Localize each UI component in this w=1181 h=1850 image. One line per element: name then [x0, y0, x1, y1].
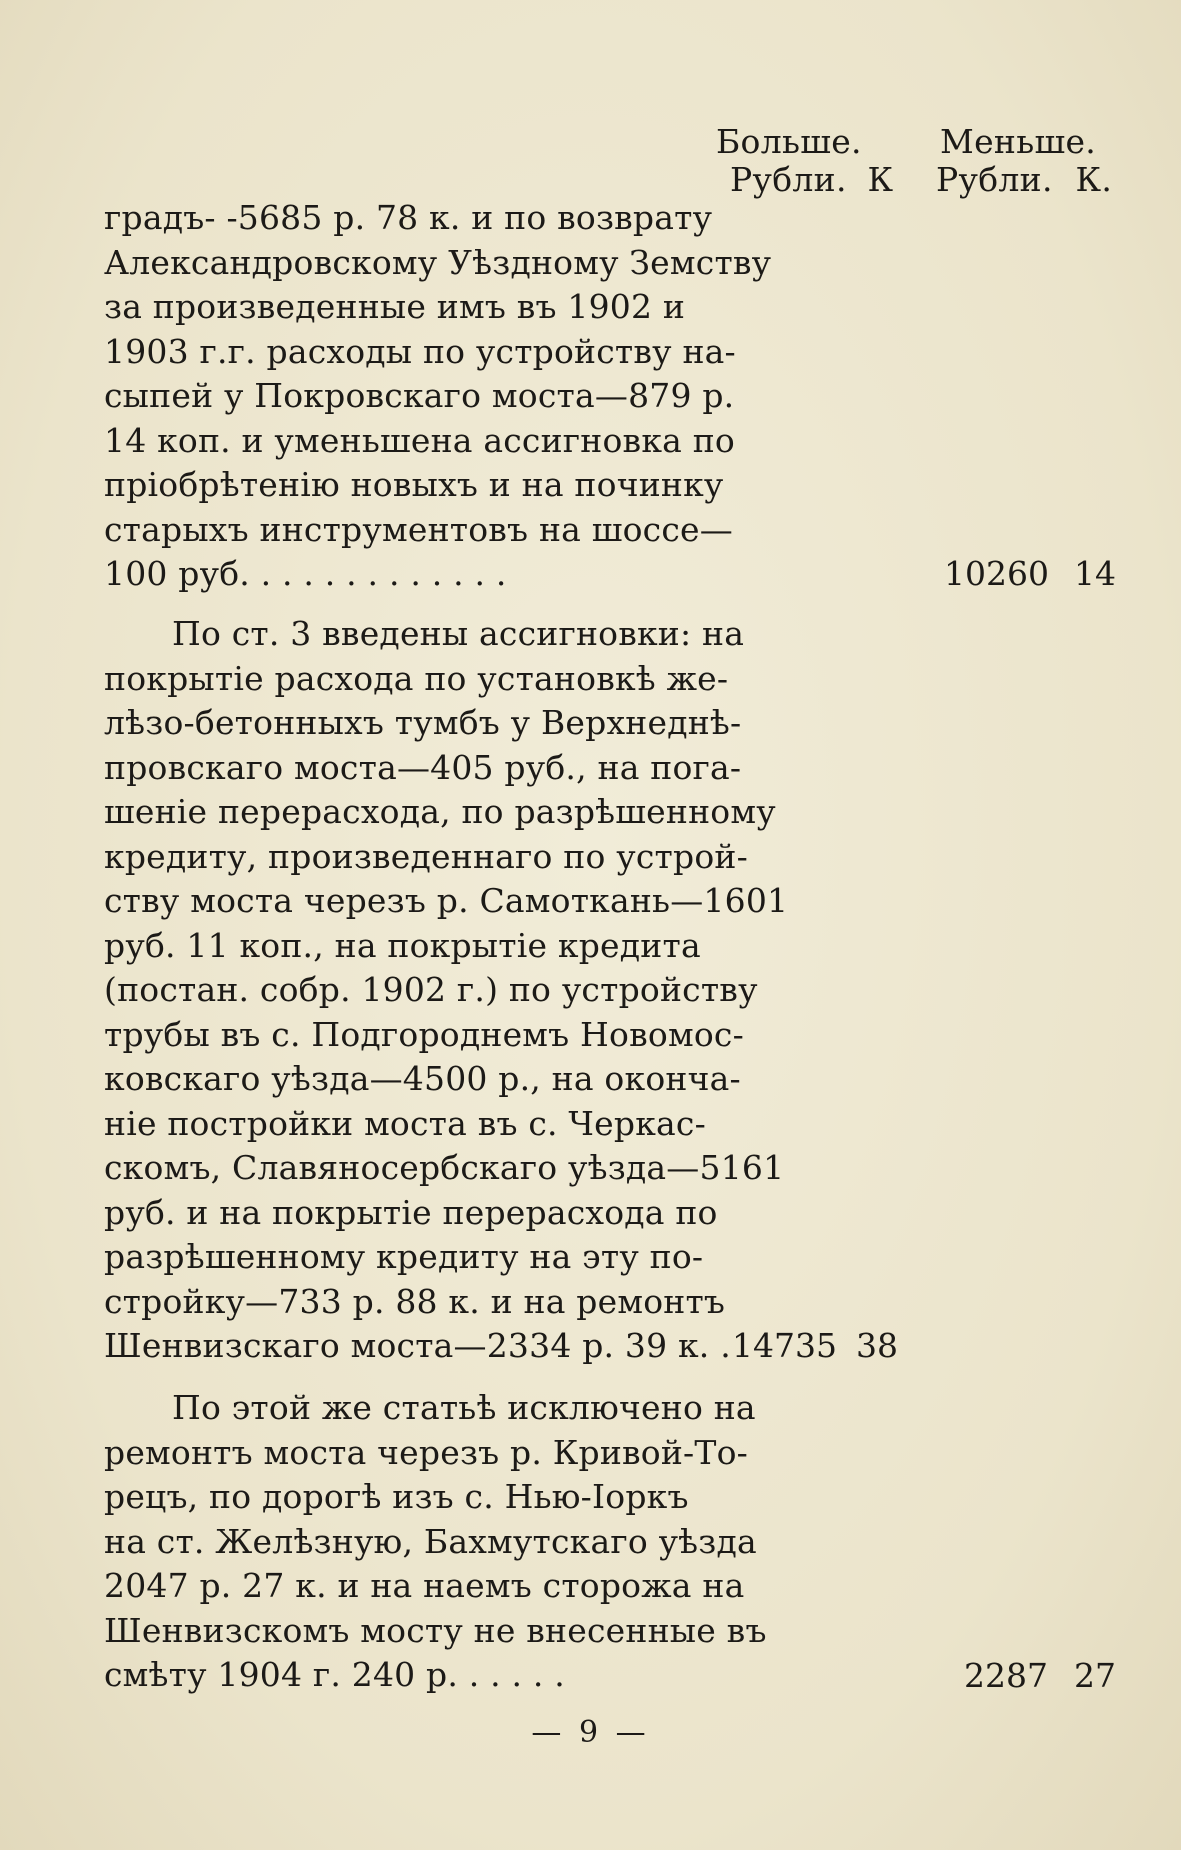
text-line: руб. и на покрытіе перерасхода по	[104, 1192, 718, 1232]
text-line: покрытіе расхода по установкѣ же-	[104, 658, 729, 698]
text-line: скомъ, Славяносербскаго уѣзда—5161	[104, 1148, 785, 1187]
text-line: сыпей у Покровскаго моста—879 р.	[104, 376, 735, 415]
entry-1-less-rub: 10260	[944, 554, 1049, 593]
text-line: ремонтъ моста черезъ р. Кривой-То-	[104, 1432, 749, 1472]
text-line: ніе постройки моста въ с. Черкас-	[104, 1103, 706, 1143]
text-line: старыхъ инструментовъ на шоссе—	[104, 509, 733, 549]
text-line: ковскаго уѣзда—4500 р., на оконча-	[104, 1059, 741, 1098]
text-line: ству моста черезъ р. Самоткань—1601	[104, 881, 789, 920]
text-line: за произведенные имъ въ 1902 и	[104, 287, 686, 326]
text-line: 1903 г.г. расходы по устройству на-	[104, 331, 736, 371]
header-less: Меньше.	[940, 122, 1097, 161]
text-line: Шенвизскомъ мосту не внесенные въ	[104, 1610, 767, 1650]
entry-2-more-kop: 38	[856, 1326, 898, 1365]
text-line: трубы въ с. Подгороднемъ Новомос-	[104, 1014, 744, 1054]
entry-3	[104, 1386, 767, 1698]
text-line: (постан. собр. 1902 г.) по устройству	[104, 970, 758, 1009]
text-line: Шенвизскаго моста—2334 р. 39 к. .	[104, 1326, 731, 1365]
header-more: Больше.	[716, 122, 862, 161]
text-line: По ст. 3 введены ассигновки: на	[172, 614, 745, 653]
text-line: разрѣшенному кредиту на эту по-	[104, 1237, 704, 1276]
text-line: шеніе перерасхода, по разрѣшенному	[104, 792, 776, 831]
text-line: пріобрѣтенію новыхъ и на починку	[104, 465, 724, 504]
text-line: смѣту 1904 г. 240 р. . . . . .	[104, 1655, 565, 1694]
page-number: — 9 —	[531, 1715, 650, 1750]
entry-1-less-kop: 14	[1074, 554, 1116, 593]
text-line: 100 руб. . . . . . . . . . . . .	[104, 554, 507, 593]
text-line: руб. 11 коп., на покрытіе кредита	[104, 925, 701, 965]
text-line: лѣзо-бетонныхъ тумбъ у Верхнеднѣ-	[104, 703, 742, 742]
entry-1	[104, 196, 772, 597]
entry-3-less-rub: 2287	[964, 1656, 1048, 1695]
text-line: градъ- -5685 р. 78 к. и по возврату	[104, 198, 713, 237]
entry-2-more-rub: 14735	[732, 1326, 837, 1365]
header-less-units: Рубли. К.	[936, 160, 1113, 199]
text-line: кредиту, произведеннаго по устрой-	[104, 836, 748, 876]
text-line: По этой же статьѣ исключено на	[172, 1388, 756, 1427]
text-line: 2047 р. 27 к. и на наемъ сторожа на	[104, 1566, 745, 1605]
text-line: на ст. Желѣзную, Бахмутскаго уѣзда	[104, 1521, 757, 1561]
text-line: провскаго моста—405 руб., на пога-	[104, 747, 742, 787]
header-more-units: Рубли. К	[730, 160, 894, 199]
entry-3-less-kop: 27	[1074, 1656, 1116, 1695]
text-line: рецъ, по дорогѣ изъ с. Нью-Іоркъ	[104, 1477, 689, 1516]
text-line: стройку—733 р. 88 к. и на ремонтъ	[104, 1281, 726, 1321]
text-line: Александровскому Уѣздному Земству	[104, 242, 772, 282]
text-line: 14 коп. и уменьшена ассигновка по	[104, 420, 735, 460]
